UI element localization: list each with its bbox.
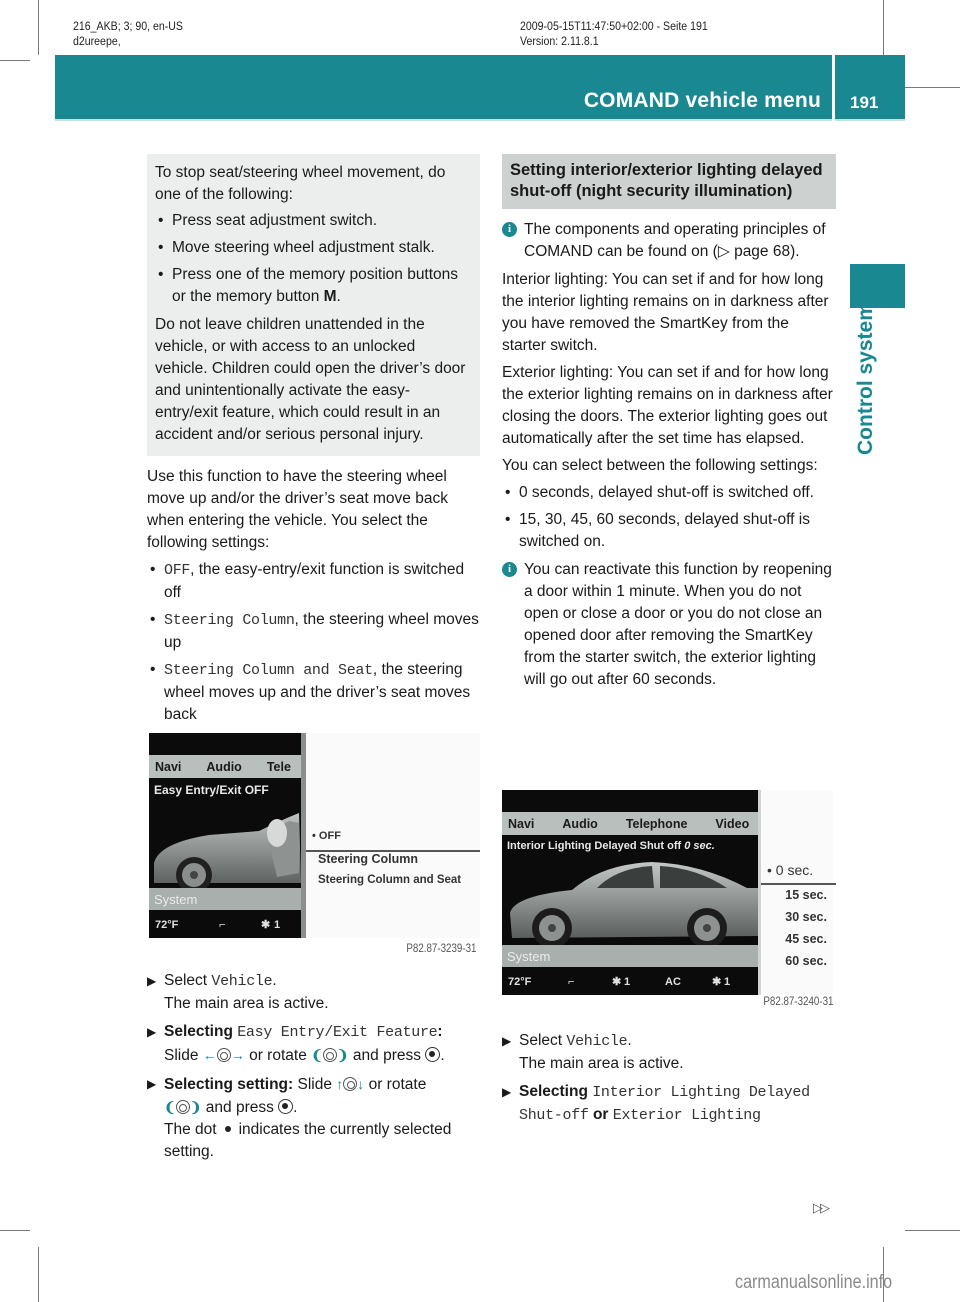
- info-text: The components and operating principles of COMAND can be found on (▷ page 68).: [524, 221, 826, 260]
- step-result: The main area is active.: [519, 1055, 684, 1072]
- step-text: indicates the currently selected setting.: [164, 1121, 452, 1160]
- left-steps: [147, 970, 483, 1169]
- bullet: •: [505, 484, 511, 501]
- menu-code: Interior Lighting Delayed Shut-off: [519, 1084, 810, 1124]
- punct: :: [437, 1023, 443, 1040]
- step-text: and press: [205, 1099, 274, 1116]
- info-icon: i: [502, 562, 517, 577]
- crop-mark: [38, 1247, 39, 1302]
- crop-mark: [38, 0, 39, 55]
- bullet-text: 0 seconds, delayed shut-off is switched off.: [519, 484, 814, 501]
- rotate-icon: ❩: [336, 1047, 349, 1063]
- nav-video: Video: [715, 816, 750, 831]
- list-item: [502, 482, 836, 504]
- press-controller-icon: [425, 1047, 440, 1062]
- step-list: [502, 1030, 836, 1127]
- step-item: [147, 970, 483, 1015]
- crop-mark: [905, 87, 960, 88]
- bullet-text: Move steering wheel adjustment stalk.: [172, 239, 435, 256]
- step-arrow-icon: ▶: [502, 1034, 512, 1048]
- display-system-bar: System: [502, 945, 758, 967]
- list-item: [155, 210, 472, 232]
- fan-level-right: 1: [724, 975, 731, 988]
- step-text: Select: [164, 972, 212, 989]
- title-text: Interior Lighting Delayed Shut off: [507, 840, 682, 852]
- slide-left-right-icon: →: [230, 1047, 245, 1063]
- step-label: Selecting: [519, 1083, 588, 1100]
- temperature: 72°F: [155, 918, 179, 931]
- controller-icon: [217, 1048, 231, 1062]
- seat-heating-icon: ⌐: [568, 975, 575, 988]
- list-item: [155, 264, 472, 308]
- step-arrow-icon: ▶: [147, 1077, 157, 1091]
- fan-level: 1: [274, 918, 281, 931]
- press-controller-icon: [278, 1099, 293, 1114]
- children-warning: Do not leave children unattended in the vehicle, or with access to an unlocked vehicle. Children could open the driver’s door and unintentionally activate the easy-entry/exit feature, which could result in an accident and/or serious personal injury.: [155, 316, 466, 443]
- selected-dot: •: [312, 830, 316, 842]
- step-list: [147, 970, 483, 1163]
- option-label: 0 sec.: [775, 862, 814, 878]
- menu-code: Vehicle: [566, 1033, 628, 1050]
- option-15-sec[interactable]: 15 sec.: [785, 888, 827, 902]
- setting-text: , the steering wheel moves up and the driver’s seat moves back: [164, 661, 471, 723]
- bullet-text: Press one of the memory position buttons or the memory button: [172, 266, 459, 305]
- lighting-delay-screenshot: [502, 790, 833, 1010]
- nav-audio: Audio: [562, 816, 598, 831]
- step-label: Selecting: [164, 1023, 233, 1040]
- step-label: Selecting setting:: [164, 1076, 294, 1093]
- header-divider: [832, 55, 835, 121]
- option-steering-column[interactable]: Steering Column: [318, 852, 419, 866]
- meta-left-line2: d2ureepe,: [73, 36, 121, 48]
- option-off[interactable]: [312, 830, 341, 842]
- setting-code: OFF: [164, 562, 191, 579]
- print-meta-right: [520, 20, 708, 50]
- fan-icon: ✱: [261, 919, 271, 931]
- bullet: •: [150, 561, 156, 578]
- temperature: 72°F: [508, 975, 532, 988]
- step-text: Select: [519, 1032, 567, 1049]
- select-intro: You can select between the following settings:: [502, 457, 818, 474]
- nav-navi: Navi: [155, 759, 182, 774]
- display-nav-bar: [149, 755, 301, 778]
- settings-list: [147, 559, 480, 726]
- bullet: •: [505, 511, 511, 528]
- display-system-bar: System: [149, 888, 301, 910]
- list-item: [147, 609, 480, 654]
- left-column: [147, 154, 480, 732]
- crop-mark: [905, 1230, 960, 1231]
- warning-intro: To stop seat/steering wheel movement, do one of the following:: [155, 164, 446, 203]
- option-45-sec[interactable]: 45 sec.: [785, 932, 827, 946]
- image-code: P82.87-3240-31: [762, 996, 833, 1008]
- rotate-icon: ❨: [311, 1047, 323, 1063]
- warning-list: [155, 210, 472, 308]
- bullet: •: [150, 661, 156, 678]
- crop-mark: [0, 1230, 30, 1231]
- bullet-text: 15, 30, 45, 60 seconds, delayed shut-off is switched on.: [519, 511, 810, 550]
- crop-mark: [883, 0, 884, 55]
- bullet: •: [158, 239, 164, 256]
- section-heading: Setting interior/exterior lighting delayed shut-off (night security illumination): [502, 154, 836, 209]
- page-title: COMAND vehicle menu: [583, 89, 821, 112]
- fan-icon: ✱: [712, 976, 722, 988]
- step-arrow-icon: ▶: [147, 974, 157, 988]
- step-text: and press: [352, 1047, 421, 1064]
- selected-dot: •: [767, 862, 772, 878]
- info-text: You can reactivate this function by reopening a door within 1 minute. When you do not open or close a door or you do not close an opened door after removing the SmartKey from the starter switch, the exterior lighting will go out after 60 seconds.: [524, 561, 832, 688]
- bullet: •: [158, 212, 164, 229]
- warning-box: [147, 154, 480, 456]
- display-status-bar: [149, 911, 301, 938]
- easy-entry-intro: Use this function to have the steering wheel move up and/or the driver’s seat move back when entering the vehicle. You select the following settings:: [147, 468, 448, 551]
- controller-icon: [323, 1048, 337, 1062]
- display-title: Easy Entry/Exit OFF: [154, 783, 269, 797]
- section-label: Control systems: [854, 290, 877, 455]
- menu-code: Vehicle: [211, 973, 273, 990]
- bullet-text: Press seat adjustment switch.: [172, 212, 378, 229]
- selected-dot-icon: [225, 1126, 231, 1132]
- punct: .: [627, 1032, 632, 1049]
- option-label: OFF: [318, 830, 341, 842]
- setting-code: Steering Column: [164, 612, 295, 629]
- watermark: carmanualsonline.info: [735, 1272, 893, 1293]
- step-text: The dot: [164, 1121, 217, 1138]
- car-side-image: [502, 858, 758, 950]
- fan-level-left: 1: [624, 975, 631, 988]
- punct: .: [440, 1047, 445, 1064]
- info-note: [502, 559, 836, 691]
- meta-right-line2: Version: 2.11.8.1: [520, 36, 599, 48]
- step-arrow-icon: ▶: [502, 1085, 512, 1099]
- slide-up-down-icon: ↑: [336, 1076, 344, 1092]
- display-title: [507, 840, 715, 852]
- bullet: •: [158, 266, 164, 283]
- slide-left-right-icon: ←: [202, 1047, 217, 1063]
- nav-navi: Navi: [508, 816, 535, 831]
- step-arrow-icon: ▶: [147, 1025, 157, 1039]
- right-column: [502, 154, 836, 697]
- info-note: [502, 219, 836, 263]
- comand-display: [149, 733, 301, 938]
- image-code: P82.87-3239-31: [405, 943, 476, 955]
- fan-icon: ✱: [612, 976, 622, 988]
- step-text: or: [592, 1106, 609, 1123]
- controller-icon: [343, 1077, 357, 1091]
- option-steering-column-and-seat[interactable]: Steering Column and Seat: [318, 874, 462, 886]
- car-door-open-image: [149, 803, 301, 898]
- nav-audio: Audio: [206, 759, 242, 774]
- page-number: 191: [850, 93, 879, 112]
- step-text: Slide: [164, 1047, 199, 1064]
- display-nav-bar: [502, 812, 758, 835]
- memory-button-label: M: [323, 288, 337, 305]
- crop-mark: [0, 60, 30, 61]
- menu-code: Exterior Lighting: [612, 1107, 761, 1124]
- punct: .: [272, 972, 277, 989]
- setting-code: Steering Column and Seat: [164, 662, 373, 679]
- list-item: [502, 509, 836, 553]
- punct: .: [293, 1099, 298, 1116]
- nav-telephone: Telephone: [625, 816, 688, 831]
- print-meta-left: [73, 20, 183, 50]
- delay-options-list: [502, 482, 836, 553]
- option-0-sec[interactable]: [767, 862, 813, 878]
- exterior-lighting-text: Exterior lighting: You can set if and for how long the exterior lighting remains on in darkness after closing the doors. The exterior lighting goes out automatically after the set time has elapsed.: [502, 364, 833, 447]
- list-item: [147, 559, 480, 604]
- option-30-sec[interactable]: 30 sec.: [785, 910, 827, 924]
- easy-entry-screenshot: [149, 733, 480, 963]
- menu-code: Easy Entry/Exit Feature: [237, 1024, 438, 1041]
- step-item: [147, 1073, 483, 1163]
- rotate-icon: ❩: [189, 1099, 202, 1115]
- meta-right-line1: 2009-05-15T11:47:50+02:00 - Seite 191: [520, 21, 708, 33]
- setting-text: , the steering wheel moves up: [164, 611, 479, 651]
- step-result: The main area is active.: [164, 995, 329, 1012]
- page-header: [55, 55, 905, 121]
- step-item: [502, 1030, 836, 1075]
- title-value: 0 sec.: [684, 840, 715, 852]
- option-60-sec[interactable]: 60 sec.: [785, 954, 827, 968]
- step-text: or rotate: [368, 1076, 427, 1093]
- list-item: [155, 237, 472, 259]
- comand-display: [502, 790, 758, 995]
- seat-heating-icon: ⌐: [219, 918, 226, 931]
- nav-tele: Tele: [266, 759, 291, 774]
- list-item: [147, 659, 480, 726]
- right-steps: [502, 1030, 836, 1133]
- options-list: [306, 733, 480, 938]
- step-item: [502, 1081, 836, 1127]
- interior-lighting-text: Interior lighting: You can set if and for how long the interior lighting remains on in darkness after you have removed the SmartKey from the starter switch.: [502, 271, 829, 354]
- punct: .: [336, 288, 341, 305]
- step-text: or rotate: [249, 1047, 307, 1064]
- step-text: Slide: [297, 1076, 332, 1093]
- ac-label: AC: [665, 975, 681, 988]
- selection-rule: [761, 883, 836, 885]
- info-icon: i: [502, 222, 517, 237]
- options-list: [758, 790, 833, 995]
- display-status-bar: [502, 968, 758, 995]
- step-item: [147, 1021, 483, 1067]
- continued-icon: ▷▷: [813, 1200, 827, 1215]
- controller-icon: [176, 1100, 190, 1114]
- setting-text: , the easy-entry/exit function is switched off: [164, 561, 465, 601]
- bullet: •: [150, 611, 156, 628]
- rotate-icon: ❨: [164, 1099, 176, 1115]
- slide-up-down-icon: ↓: [357, 1076, 365, 1092]
- meta-left-line1: 216_AKB; 3; 90, en-US: [73, 21, 183, 33]
